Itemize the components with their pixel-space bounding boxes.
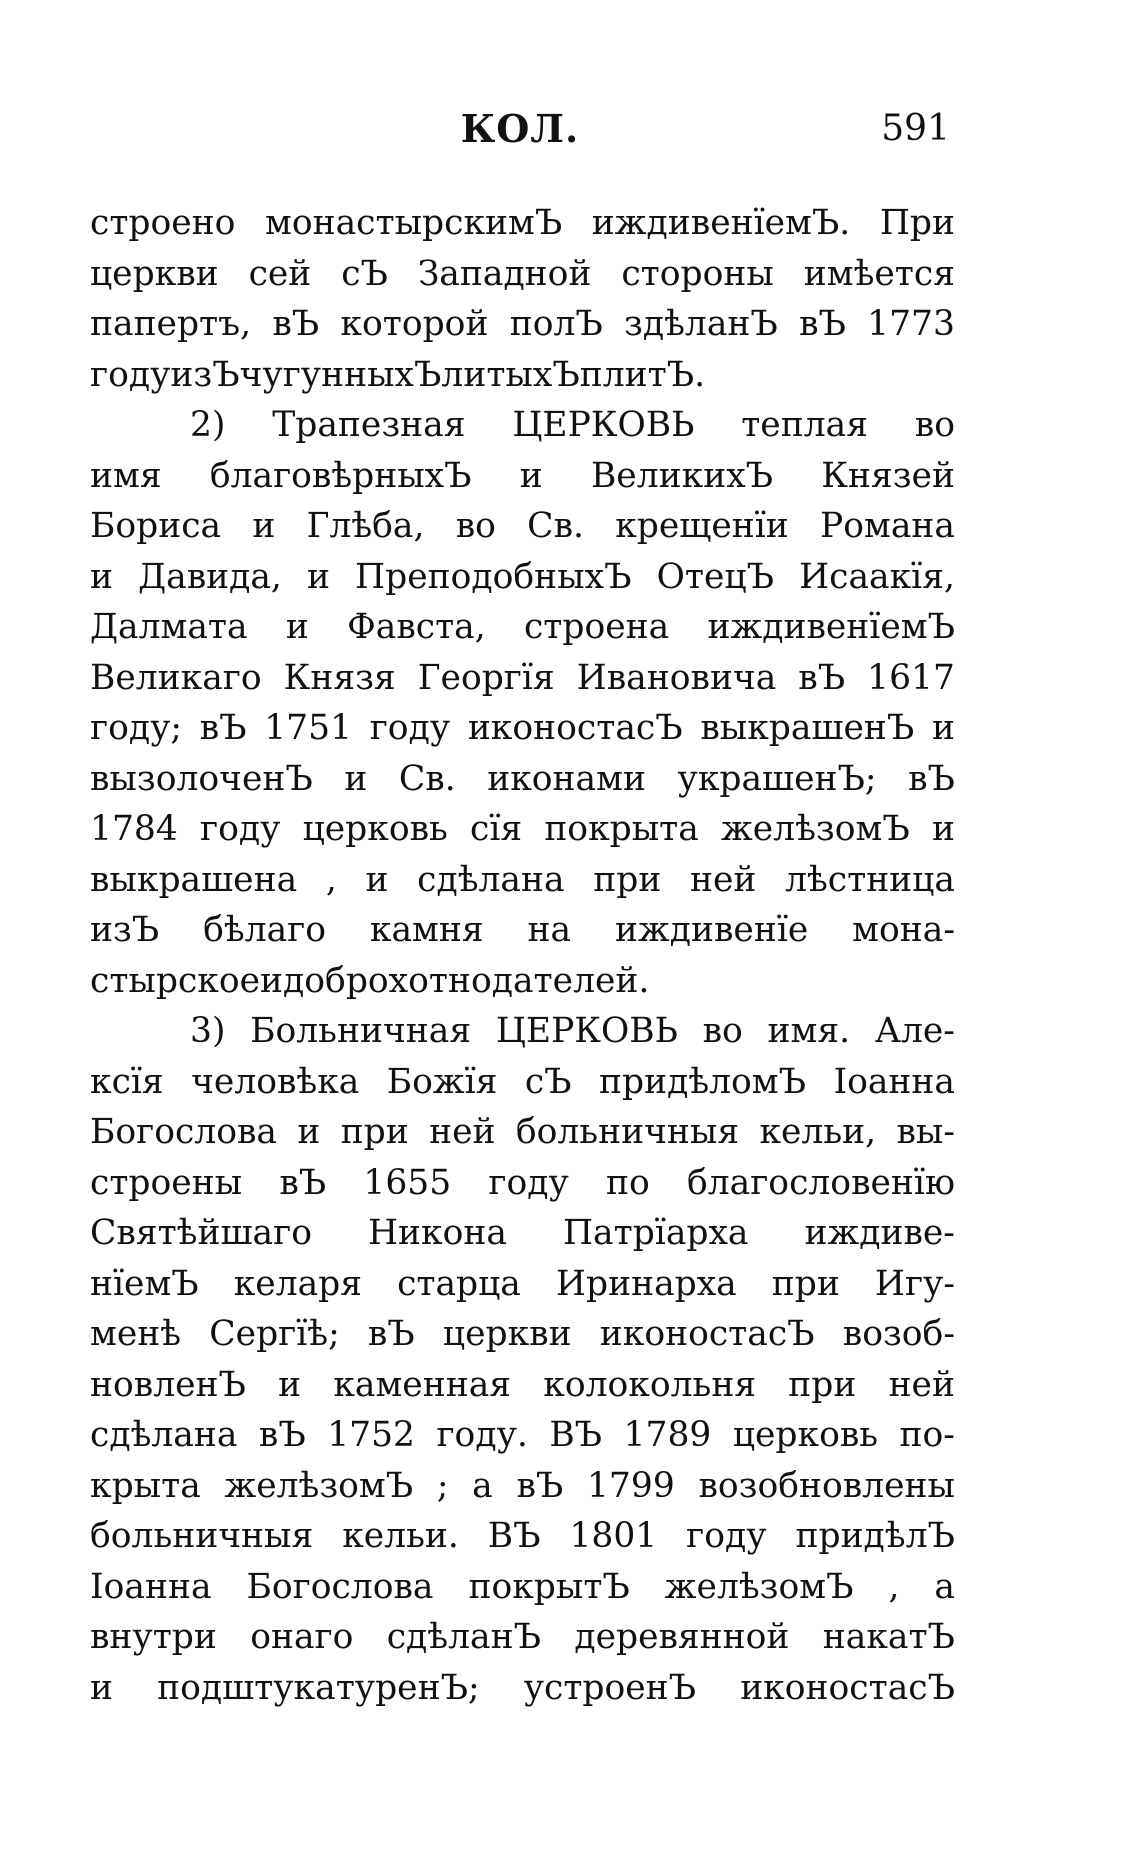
word: и (297, 1112, 321, 1152)
word: накатЪ (822, 1617, 955, 1657)
text-line (90, 1309, 955, 1360)
word: Іоанна (833, 1061, 955, 1102)
text-line (90, 1208, 955, 1259)
word: крещенїи (615, 506, 789, 546)
text-line (90, 198, 955, 249)
word: подштукатуренЪ; (157, 1667, 480, 1708)
word: сдѣланЪ (386, 1617, 541, 1657)
word: Іоанна (90, 1566, 212, 1607)
word: сЪ (524, 1061, 572, 1102)
word: году (686, 1516, 767, 1556)
word: 1799 (586, 1465, 675, 1506)
word: выкрашенЪ (700, 708, 915, 748)
word: году (369, 708, 451, 748)
body-text (90, 198, 955, 1713)
word: камня (369, 910, 484, 950)
word: и (344, 758, 368, 799)
text-line (90, 299, 955, 350)
word: вЪ (272, 304, 320, 344)
word: 1801 (569, 1516, 658, 1556)
word: Больничная (250, 1011, 472, 1051)
word: Св. (527, 506, 584, 546)
word: которой (340, 304, 489, 344)
word: ВЪ (549, 1415, 603, 1455)
word: при (340, 1112, 409, 1152)
word: придѣлЪ (795, 1516, 955, 1556)
word: Сергїѣ; (209, 1314, 340, 1354)
word: кельи. (342, 1516, 459, 1556)
word: благословенїю (686, 1162, 955, 1203)
word: ксїя (90, 1061, 164, 1102)
word: ВеликихЪ (590, 455, 774, 496)
running-head: КОЛ. (460, 106, 580, 151)
word: плитЪ. (579, 354, 706, 395)
text-line (90, 1259, 955, 1310)
word: Ивановича (576, 657, 777, 698)
word: 1789 (623, 1415, 712, 1455)
word: вЪ (798, 657, 846, 698)
word: при (788, 1364, 857, 1405)
word: при (771, 1263, 840, 1304)
text-line (90, 1511, 955, 1562)
word: церковь (302, 809, 448, 849)
word: теплая (741, 405, 868, 445)
word: колокольня (543, 1364, 757, 1405)
word: церковь (732, 1415, 879, 1455)
word: Далмата (90, 607, 248, 647)
word: году (90, 354, 171, 395)
word: иждивенїемЪ. (591, 203, 851, 243)
word: иконостасЪ (599, 1314, 815, 1354)
word: Св. (398, 758, 456, 799)
text-line (90, 1006, 955, 1057)
word: 2) (190, 405, 226, 445)
word: стороны (621, 253, 774, 294)
word: ВЪ (487, 1516, 541, 1556)
page-header (90, 106, 950, 156)
word: покрыта (544, 809, 699, 849)
word: иконостасЪ (467, 708, 683, 748)
text-line (90, 905, 955, 956)
word: сїя (470, 809, 523, 849)
word: Великаго (90, 657, 262, 698)
word: и (260, 960, 284, 1001)
word: церкви (90, 253, 219, 294)
word: менѣ (90, 1314, 182, 1354)
text-line (90, 1107, 955, 1158)
word: Трапезная (272, 405, 466, 445)
word: сдѣлана (417, 859, 565, 900)
word: имя. (767, 1011, 851, 1051)
word: а (472, 1465, 493, 1506)
word: и (252, 506, 276, 546)
word: иждивенїе (615, 910, 809, 950)
text-line (90, 451, 955, 502)
word: чугунныхЪ (239, 354, 442, 395)
word: по- (899, 1415, 955, 1455)
word: возобновлены (698, 1465, 955, 1506)
word: изЪ (90, 910, 160, 950)
text-line (90, 1360, 955, 1411)
word: устроенЪ (523, 1667, 697, 1708)
text-line (90, 1410, 955, 1461)
word: 1752 (327, 1415, 416, 1455)
word: иконостасЪ (740, 1667, 955, 1708)
word: , (888, 1566, 900, 1607)
text-line (90, 1158, 955, 1209)
word: ней (429, 1112, 496, 1152)
word: монастырскимЪ (265, 203, 563, 243)
word: Давида, (138, 556, 282, 597)
word: Никона (367, 1213, 507, 1253)
word: Георгїя (417, 657, 555, 698)
word: лѣстница (785, 859, 955, 900)
text-line (90, 602, 955, 653)
word: Исаакїя, (799, 556, 955, 597)
word: доброхотнодателей. (283, 960, 650, 1001)
word: Але- (874, 1011, 955, 1051)
word: новленЪ (90, 1364, 246, 1405)
word: и (932, 708, 955, 748)
word: строены (90, 1162, 243, 1203)
text-line (90, 501, 955, 552)
word: ; (436, 1465, 449, 1506)
word: деревянной (574, 1617, 790, 1657)
word: по (606, 1162, 650, 1203)
text-line (90, 703, 955, 754)
word: во (455, 506, 496, 546)
word: крыта (90, 1465, 201, 1506)
word: при (593, 859, 662, 900)
word: 1655 (363, 1162, 452, 1203)
word: году; (90, 708, 183, 748)
word: году (488, 1162, 569, 1203)
word: старца (397, 1263, 521, 1304)
word: строено (90, 203, 236, 243)
word: на (527, 910, 572, 950)
word: полЪ (509, 304, 603, 344)
word: и (90, 556, 113, 597)
word: и (365, 859, 389, 900)
text-line (90, 653, 955, 704)
word: внутри (90, 1617, 217, 1657)
word: больничныя (90, 1516, 314, 1556)
word: покрытЪ (468, 1566, 630, 1607)
text-line (90, 1461, 955, 1512)
word: желѣзомЪ (721, 809, 910, 849)
word: году. (436, 1415, 528, 1455)
word: 1784 (90, 809, 178, 849)
word: украшенЪ; (677, 758, 877, 799)
word: больничныя (515, 1112, 740, 1152)
word: ПреподобныхЪ (355, 556, 632, 597)
word: желѣзомЪ (664, 1566, 854, 1607)
word: келаря (233, 1263, 363, 1304)
word: во (702, 1011, 743, 1051)
word: иконами (487, 758, 646, 799)
word: ней (888, 1364, 955, 1405)
word: церкви (442, 1314, 572, 1354)
word: и (90, 1667, 113, 1708)
word: вЪ (799, 304, 846, 344)
word: иждивенїемЪ (707, 607, 955, 647)
word: сей (248, 253, 312, 294)
word: ЦЕРКОВЬ (495, 1011, 678, 1051)
word: вЪ (199, 708, 247, 748)
text-line (90, 400, 955, 451)
word: вЪ (367, 1314, 415, 1354)
text-line (90, 1663, 955, 1714)
word: Князей (821, 455, 955, 496)
page-number: 591 (881, 108, 950, 149)
word: Глѣба, (306, 506, 425, 546)
word: имѣется (803, 253, 955, 294)
word: и (306, 556, 330, 597)
word: имя (90, 455, 162, 496)
word: Божїя (386, 1061, 498, 1102)
word: ней (689, 859, 757, 900)
word: выкрашена (90, 859, 298, 900)
text-line (90, 1562, 955, 1613)
text-line (90, 552, 955, 603)
text-line (90, 956, 955, 1007)
word: нїемЪ (90, 1263, 199, 1304)
word: каменная (333, 1364, 512, 1405)
word: Иринарха (555, 1263, 737, 1304)
word: бѣлаго (203, 910, 327, 950)
word: возоб- (842, 1314, 955, 1354)
word: ЦЕРКОВЬ (512, 405, 695, 445)
word: человѣка (191, 1061, 360, 1102)
word: вызолоченЪ (90, 758, 313, 799)
text-line (90, 1057, 955, 1108)
text-line (90, 804, 955, 855)
word: и (519, 455, 543, 496)
text-line (90, 1612, 955, 1663)
word: вЪ (258, 1415, 306, 1455)
word: 1751 (264, 708, 353, 748)
word: папертъ, (90, 304, 252, 344)
text-line (90, 249, 955, 300)
word: Богослова (246, 1566, 434, 1607)
word: ОтецЪ (656, 556, 774, 597)
word: , (325, 859, 337, 900)
word: желѣзомЪ (224, 1465, 414, 1506)
word: Бориса (90, 506, 222, 546)
word: Игу- (874, 1263, 955, 1304)
word: здѣланЪ (624, 304, 778, 344)
word: иждиве- (804, 1213, 955, 1253)
word: году (200, 809, 281, 849)
word: и (285, 607, 309, 647)
word: Патрїарха (562, 1213, 749, 1253)
word: онаго (250, 1617, 354, 1657)
word: мона- (852, 910, 955, 950)
word: стырское (90, 960, 261, 1001)
word: 1773 (867, 304, 955, 344)
word: 3) (190, 1011, 226, 1051)
word: благовѣрныхЪ (209, 455, 472, 496)
word: во (914, 405, 955, 445)
word: изЪ (170, 354, 240, 395)
word: Западной (417, 253, 592, 294)
word: и (278, 1364, 302, 1405)
text-line (90, 855, 955, 906)
word: Князя (283, 657, 396, 698)
word: сдѣлана (90, 1415, 238, 1455)
word: и (931, 809, 955, 849)
word: строена (523, 607, 670, 647)
word: вЪ (279, 1162, 327, 1203)
word: Святѣйшаго (90, 1213, 312, 1253)
word: вЪ (908, 758, 955, 799)
word: Богослова (90, 1112, 277, 1152)
word: Фавста, (347, 607, 486, 647)
word: 1617 (867, 657, 955, 698)
word: придѣломЪ (599, 1061, 807, 1102)
word: вЪ (516, 1465, 564, 1506)
word: а (934, 1566, 955, 1607)
word: Романа (820, 506, 955, 546)
text-line (90, 350, 955, 401)
word: вы- (896, 1112, 955, 1152)
word: сЪ (341, 253, 388, 294)
word: кельи, (759, 1112, 877, 1152)
text-line (90, 754, 955, 805)
word: литыхЪ (441, 354, 580, 395)
word: При (879, 203, 955, 243)
